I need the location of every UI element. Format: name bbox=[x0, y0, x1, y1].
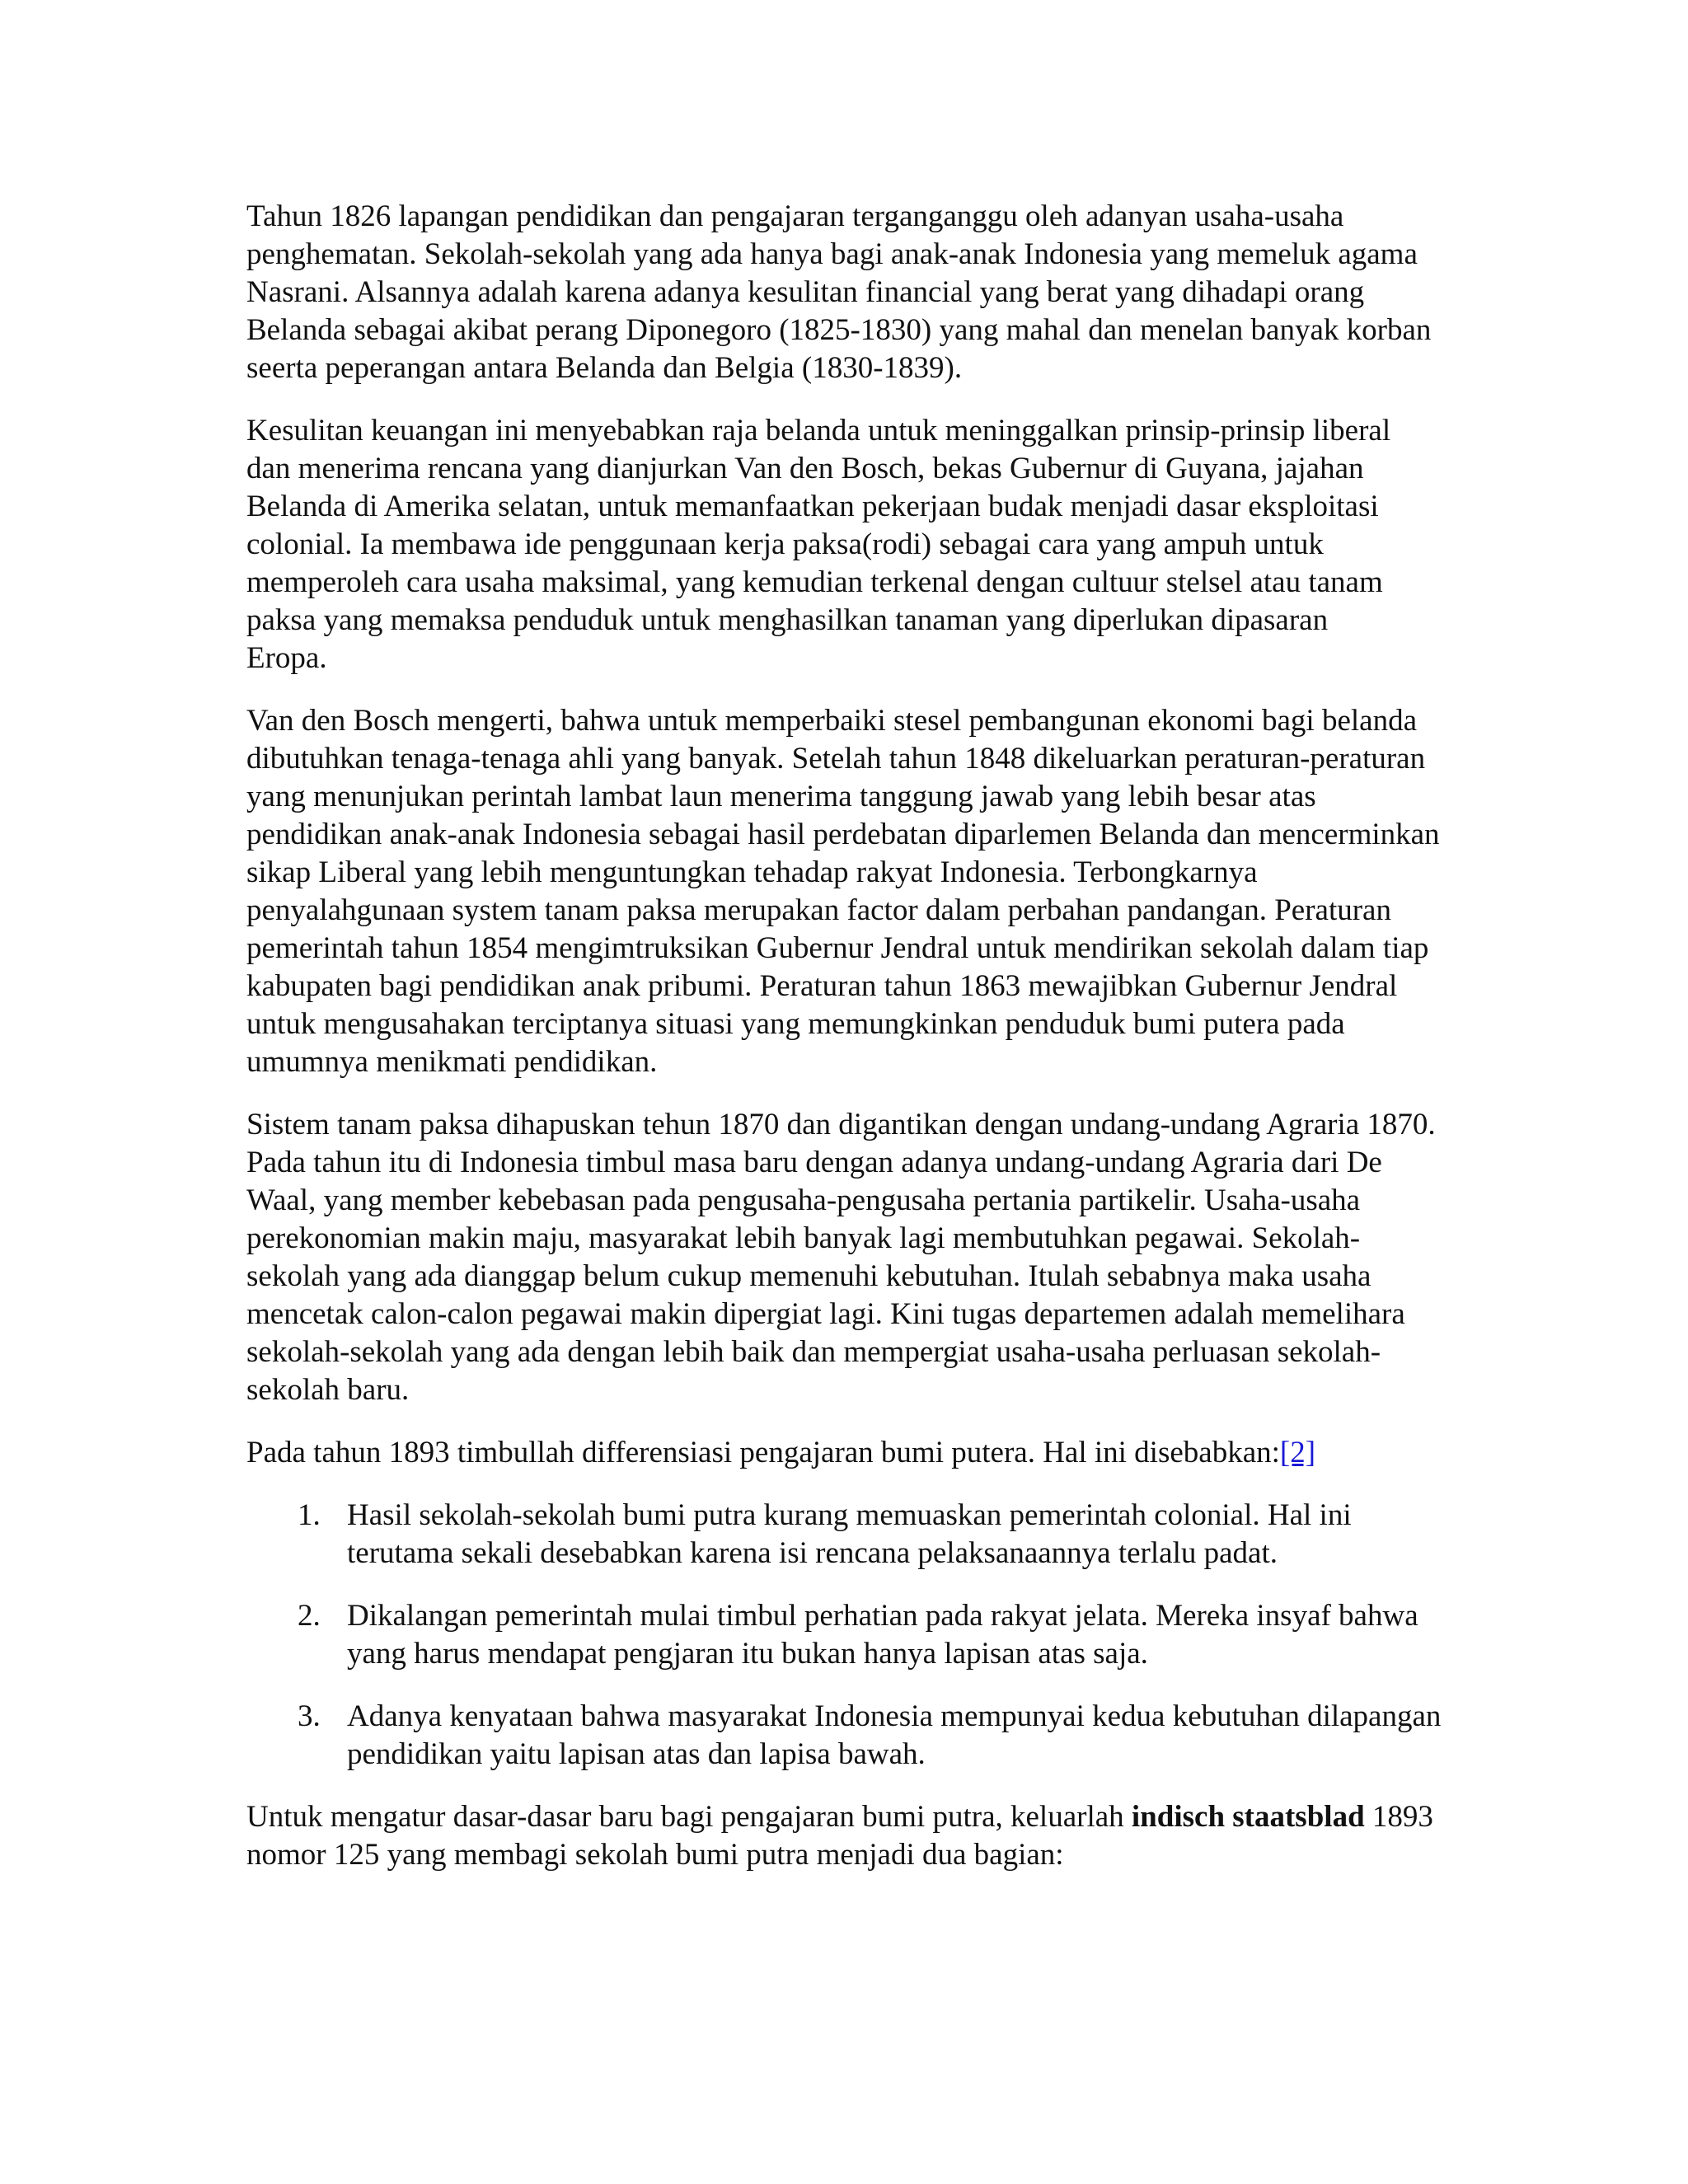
list-item bbox=[246, 1597, 1450, 1673]
paragraph-closing bbox=[246, 1798, 1450, 1874]
list-item-number: 3. bbox=[298, 1699, 321, 1733]
paragraph-van-den-bosch: Van den Bosch mengerti, bahwa untuk memperbaiki stesel pembangunan ekonomi bagi belanda dibutuhkan tenaga-tenaga ahli yang banyak. Setelah tahun 1848 dikeluarkan peraturan-peraturan yang menunjukan perintah lambat laun menerima tanggung jawab yang lebih besar atas pendidikan anak-anak Indonesia sebagai hasil perdebatan diparlemen Belanda dan mencerminkan sikap Liberal yang lebih menguntungkan tehadap rakyat Indonesia. Terbongkarnya penyalahgunaan system tanam paksa merupakan factor dalam perbahan pandangan. Peraturan pemerintah tahun 1854 mengimtruksikan Gubernur Jendral untuk mendirikan sekolah dalam tiap kabupaten bagi pendidikan anak pribumi. Peraturan tahun 1863 mewajibkan Gubernur Jendral untuk mengusahakan terciptanya situasi yang memungkinkan penduduk bumi putera pada umumnya menikmati pendidikan. bbox=[246, 704, 1440, 1079]
paragraph-agraria-1870: Sistem tanam paksa dihapuskan tehun 1870 dan digantikan dengan undang-undang Agraria 1870. Pada tahun itu di Indonesia timbul masa baru dengan adanya undang-undang Agraria dari De Waal, yang member kebebasan pada pengusaha-pengusaha pertania partikelir. Usaha-usaha perekonomian makin maju, masyarakat lebih banyak lagi membutuhkan pegawai. Sekolah-sekolah yang ada dianggap belum cukup memenuhi kebutuhan. Itulah sebabnya maka usaha mencetak calon-calon pegawai makin dipergiat lagi. Kini tugas departemen adalah memelihara sekolah-sekolah yang ada dengan lebih baik dan mempergiat usaha-usaha perluasan sekolah-sekolah baru. bbox=[246, 1108, 1436, 1407]
closing-lead-text: Untuk mengatur dasar-dasar baru bagi pengajaran bumi putra, keluarlah bbox=[246, 1800, 1132, 1834]
footnote-link[interactable]: [2] bbox=[1279, 1436, 1316, 1469]
list-item bbox=[246, 1497, 1450, 1572]
paragraph-financial-difficulty: Kesulitan keuangan ini menyebabkan raja belanda untuk meninggalkan prinsip-prinsip liberal dan menerima rencana yang dianjurkan Van den Bosch, bekas Gubernur di Guyana, jajahan Belanda di Amerika selatan, untuk memanfaatkan pekerjaan budak menjadi dasar eksploitasi colonial. Ia membawa ide penggunaan kerja paksa(rodi) sebagai cara yang ampuh untuk memperoleh cara usaha maksimal, yang kemudian terkenal dengan cultuur stelsel atau tanam paksa yang memaksa penduduk untuk menghasilkan tanaman yang diperlukan dipasaran Eropa. bbox=[246, 414, 1391, 675]
list-item-number: 2. bbox=[298, 1599, 321, 1633]
closing-tail-text: 1893 nomor 125 yang membagi sekolah bumi putra menjadi dua bagian: bbox=[246, 1800, 1433, 1872]
closing-bold-term: indisch staatsblad bbox=[1131, 1800, 1365, 1834]
paragraph-1893-intro-text: Pada tahun 1893 timbullah differensiasi pengajaran bumi putera. Hal ini disebabkan: bbox=[246, 1436, 1280, 1469]
list-item-text: Dikalangan pemerintah mulai timbul perhatian pada rakyat jelata. Mereka insyaf bahwa yang harus mendapat pengjaran itu bukan hanya lapisan atas saja. bbox=[347, 1599, 1418, 1671]
list-item-number: 1. bbox=[298, 1498, 321, 1532]
list-item bbox=[246, 1698, 1450, 1774]
list-item-text: Hasil sekolah-sekolah bumi putra kurang memuaskan pemerintah colonial. Hal ini terutama sekali desebabkan karena isi rencana pelaksanaannya terlalu padat. bbox=[347, 1498, 1352, 1570]
paragraph-1893-intro bbox=[246, 1434, 1450, 1472]
document-page bbox=[246, 198, 1450, 1899]
list-item-text: Adanya kenyataan bahwa masyarakat Indonesia mempunyai kedua kebutuhan dilapangan pendidikan yaitu lapisan atas dan lapisa bawah. bbox=[347, 1699, 1442, 1771]
paragraph-1826: Tahun 1826 lapangan pendidikan dan pengajaran terganganggu oleh adanyan usaha-usaha penghematan. Sekolah-sekolah yang ada hanya bagi anak-anak Indonesia yang memeluk agama Nasrani. Alsannya adalah karena adanya kesulitan financial yang berat yang dihadapi orang Belanda sebagai akibat perang Diponegoro (1825-1830) yang mahal dan menelan banyak korban seerta peperangan antara Belanda dan Belgia (1830-1839). bbox=[246, 199, 1432, 385]
reasons-list bbox=[246, 1497, 1450, 1774]
